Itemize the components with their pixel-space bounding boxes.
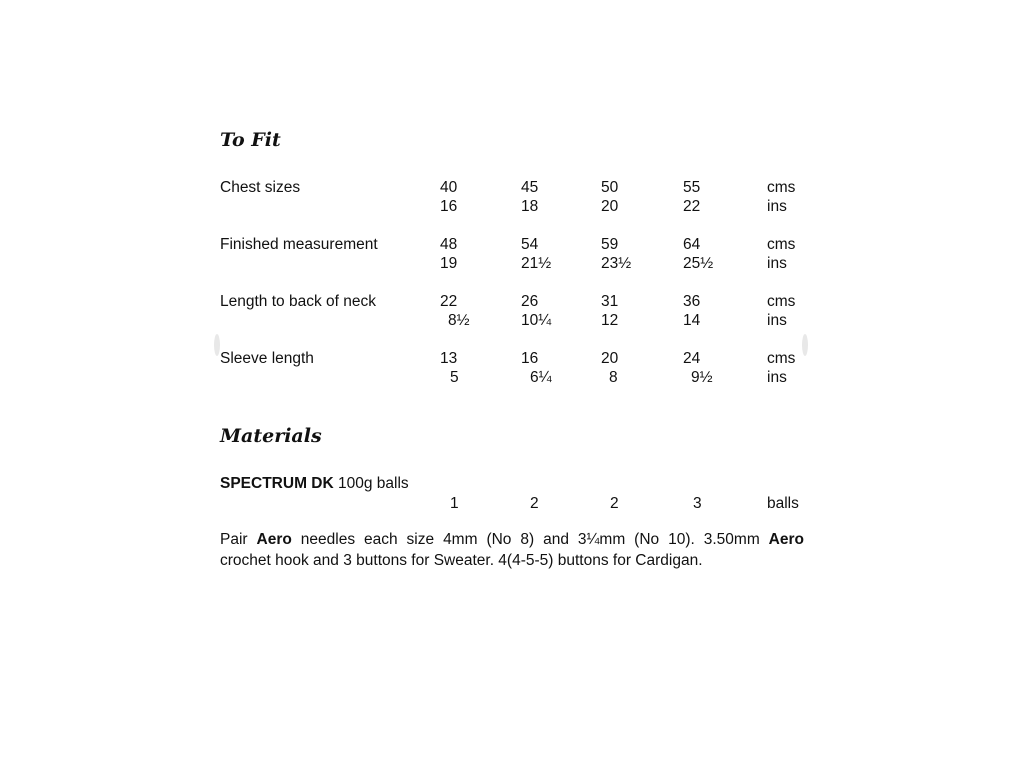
finished-ins-unit: ins [767, 255, 787, 272]
length-ins-size-2: 10¼ [521, 312, 552, 329]
chest-ins-size-1: 16 [440, 198, 458, 215]
finished-cms-size-4: 64 [683, 236, 701, 253]
materials-paragraph-line-2: crochet hook and 3 buttons for Sweater. 4(4-5-5) buttons for Cardigan. [220, 552, 703, 569]
sleeve-ins-size-4: 9½ [691, 369, 713, 386]
sleeve-cms-size-2: 16 [521, 350, 539, 367]
chest-cms-size-2: 45 [521, 179, 539, 196]
row-label-finished-measurement: Finished measurement [220, 236, 378, 253]
scan-edge-mark-left [214, 334, 220, 356]
sleeve-ins-size-3: 8 [609, 369, 618, 386]
chest-ins-size-4: 22 [683, 198, 701, 215]
chest-ins-unit: ins [767, 198, 787, 215]
para-brand-1: Aero [256, 531, 292, 548]
row-label-length-to-back-of-neck: Length to back of neck [220, 293, 376, 310]
para-brand-2: Aero [768, 531, 804, 548]
row-label-chest-sizes: Chest sizes [220, 179, 301, 196]
para-text-1: Pair [220, 531, 257, 548]
finished-cms-unit: cms [767, 236, 796, 253]
finished-ins-size-4: 25½ [683, 255, 714, 272]
yarn-name: SPECTRUM DK [220, 475, 334, 492]
sleeve-cms-size-1: 13 [440, 350, 458, 367]
sleeve-cms-unit: cms [767, 350, 796, 367]
length-ins-size-3: 12 [601, 312, 619, 329]
chest-cms-size-3: 50 [601, 179, 619, 196]
chest-cms-size-4: 55 [683, 179, 701, 196]
length-cms-size-1: 22 [440, 293, 458, 310]
length-cms-size-2: 26 [521, 293, 539, 310]
yarn-description: 100g balls [333, 475, 409, 492]
finished-cms-size-1: 48 [440, 236, 458, 253]
length-ins-unit: ins [767, 312, 787, 329]
yarn-label [220, 475, 409, 493]
row-label-sleeve-length: Sleeve length [220, 350, 314, 367]
para-text-2: needles each size 4mm (No 8) and 3¼mm (No 10). 3.50mm [291, 531, 769, 548]
sleeve-cms-size-4: 24 [683, 350, 701, 367]
balls-size-3: 2 [610, 495, 619, 512]
sleeve-ins-size-2: 6¼ [530, 369, 552, 386]
length-ins-size-1: 8½ [448, 312, 470, 329]
materials-heading: Materials [220, 425, 322, 447]
chest-cms-size-1: 40 [440, 179, 458, 196]
balls-size-1: 1 [450, 495, 459, 512]
finished-cms-size-3: 59 [601, 236, 619, 253]
finished-ins-size-1: 19 [440, 255, 458, 272]
to-fit-heading: To Fit [220, 129, 281, 151]
sleeve-ins-unit: ins [767, 369, 787, 386]
length-cms-size-3: 31 [601, 293, 619, 310]
length-cms-size-4: 36 [683, 293, 701, 310]
sleeve-cms-size-3: 20 [601, 350, 619, 367]
chest-ins-size-2: 18 [521, 198, 539, 215]
chest-ins-size-3: 20 [601, 198, 619, 215]
finished-ins-size-2: 21½ [521, 255, 552, 272]
length-cms-unit: cms [767, 293, 796, 310]
scan-edge-mark-right [802, 334, 808, 356]
finished-cms-size-2: 54 [521, 236, 539, 253]
sleeve-ins-size-1: 5 [450, 369, 459, 386]
chest-cms-unit: cms [767, 179, 796, 196]
materials-paragraph-line-1 [220, 531, 804, 549]
balls-size-2: 2 [530, 495, 539, 512]
finished-ins-size-3: 23½ [601, 255, 632, 272]
balls-size-4: 3 [693, 495, 702, 512]
length-ins-size-4: 14 [683, 312, 701, 329]
balls-unit: balls [767, 495, 799, 512]
